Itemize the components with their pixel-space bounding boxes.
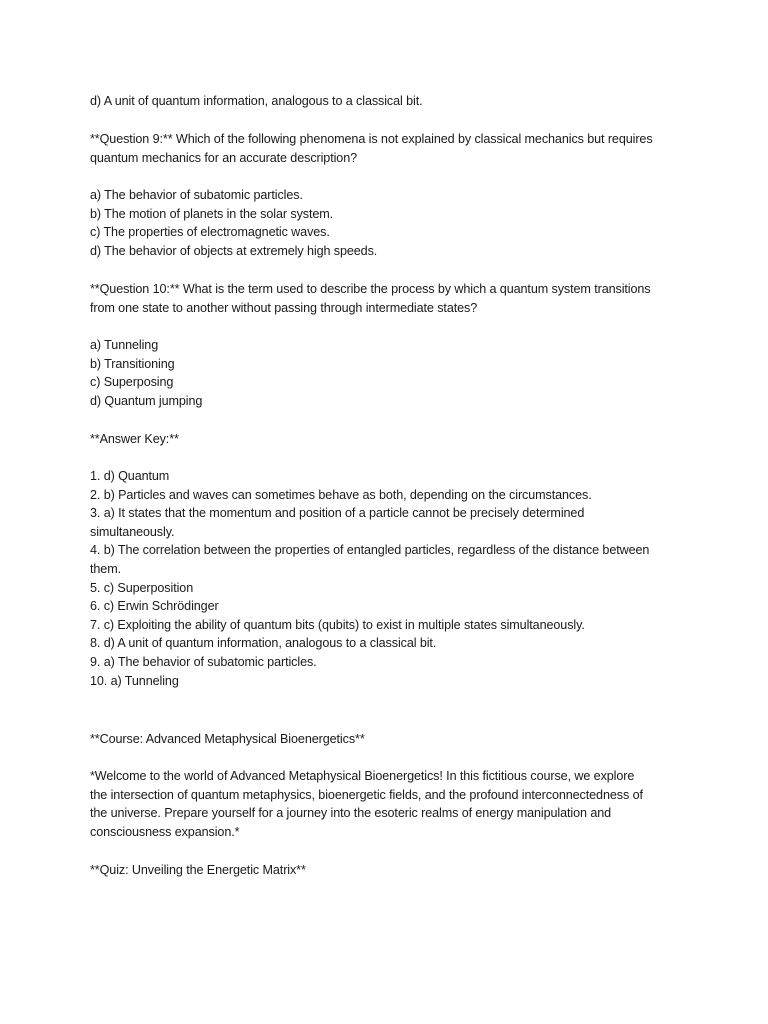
intro-text: the intersection of quantum metaphysics, bioenergetic fields, and the profound interconnectedness of [90,787,643,802]
answer-option: d) Quantum jumping [90,393,203,408]
answer-option: b) The motion of planets in the solar system. [90,206,334,221]
answer-key-item: 2. b) Particles and waves can sometimes behave as both, depending on the circumstances. [90,487,592,502]
answer-key-item: 9. a) The behavior of subatomic particles. [90,654,317,669]
answer-key-list [90,467,690,690]
answer-key-item: simultaneously. [90,524,175,539]
answer-key-item: 5. c) Superposition [90,580,194,595]
q8-answer-d [90,92,690,111]
answer-option: a) Tunneling [90,338,159,352]
answer-key-item: 6. c) Erwin Schrödinger [90,599,219,614]
answer-option: a) The behavior of subatomic particles. [90,188,303,202]
answer-key-item: 1. d) Quantum [90,469,170,483]
question-text: **Question 9:** Which of the following phenomena is not explained by classical mechanics but requires [90,132,653,146]
question-text: quantum mechanics for an accurate description? [90,150,358,165]
section-heading: **Quiz: Unveiling the Energetic Matrix** [90,863,306,877]
answer-option: b) Transitioning [90,356,175,371]
answer-option: c) Superposing [90,375,174,390]
answer-option: d) A unit of quantum information, analogous to a classical bit. [90,94,423,108]
intro-text: *Welcome to the world of Advanced Metaphysical Bioenergetics! In this fictitious course, we explore [90,769,635,783]
course-title [90,730,690,749]
answer-key-item: 4. b) The correlation between the properties of entangled particles, regardless of the distance between [90,543,650,558]
answer-key-item: 10. a) Tunneling [90,673,179,688]
answer-key-item: 7. c) Exploiting the ability of quantum bits (qubits) to exist in multiple states simultaneously. [90,617,585,632]
quiz-title [90,861,690,880]
question-text: **Question 10:** What is the term used to describe the process by which a quantum system transitions [90,282,651,296]
question-9 [90,130,690,167]
section-heading: **Course: Advanced Metaphysical Bioenergetics** [90,732,365,746]
intro-text: consciousness expansion.* [90,824,240,839]
answer-key-item: them. [90,561,121,576]
course-intro [90,767,690,841]
section-heading: **Answer Key:** [90,432,179,446]
answer-option: d) The behavior of objects at extremely high speeds. [90,243,378,258]
question-10-options [90,336,690,410]
question-9-options [90,186,690,260]
question-text: from one state to another without passing through intermediate states? [90,300,478,315]
question-10 [90,280,690,317]
answer-key-item: 8. d) A unit of quantum information, analogous to a classical bit. [90,636,437,651]
answer-option: c) The properties of electromagnetic waves. [90,225,330,240]
intro-text: the universe. Prepare yourself for a journey into the esoteric realms of energy manipulation and [90,806,612,821]
answer-key-heading [90,430,690,449]
answer-key-item: 3. a) It states that the momentum and position of a particle cannot be precisely determined [90,506,585,521]
